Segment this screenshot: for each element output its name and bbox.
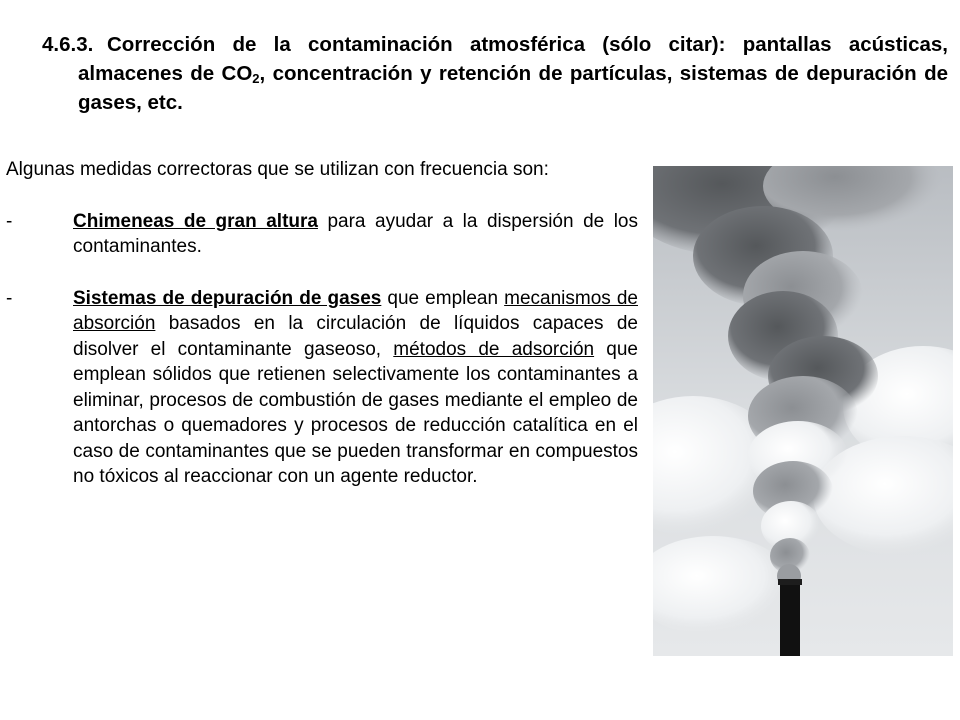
intro-paragraph: Algunas medidas correctoras que se utilizan con frecuencia son: [6, 159, 549, 180]
term-absorption: mecanismos de absorción [73, 287, 638, 334]
item-text-b: basados en la circulación de líquidos capaces de disolver el contaminante gaseoso, [73, 313, 638, 360]
body-text [6, 157, 638, 490]
list-bullet: - [6, 287, 13, 309]
item-text-c: que emplean sólidos que retienen selectivamente los contaminantes a eliminar, procesos de combustión de gases mediante el empleo de antorchas o quemadores y procesos de reducción catalítica en el caso de contaminantes que se pueden transformar en compuestos no tóxicos al reaccionar con un agente reductor. [73, 338, 639, 487]
term-chimneys: Chimeneas de gran altura [73, 210, 318, 232]
list-bullet: - [6, 210, 13, 232]
section-heading [42, 30, 948, 117]
section-number: 4.6.3. [42, 33, 94, 56]
item-text: para ayudar a la dispersión de los contaminantes. [73, 210, 638, 257]
chimney [778, 579, 802, 656]
list-item-gas-cleaning [6, 286, 638, 490]
section-title-part-2: , concentración y retención de partículas, sistemas de depuración de gases, etc. [78, 62, 949, 114]
term-gas-cleaning: Sistemas de depuración de gases [73, 287, 382, 309]
item-text-a: que emplean [381, 287, 505, 309]
smokestack-illustration [653, 166, 953, 656]
term-adsorption: métodos de adsorción [393, 338, 595, 360]
section-title [78, 33, 948, 114]
section-title-subscript: 2 [252, 71, 260, 86]
smokestack-photo [653, 166, 953, 656]
list-item-chimneys [6, 209, 638, 260]
section-title-part-1: Corrección de la contaminación atmosférica (sólo citar): pantallas acústicas, almacenes de CO [78, 33, 948, 85]
